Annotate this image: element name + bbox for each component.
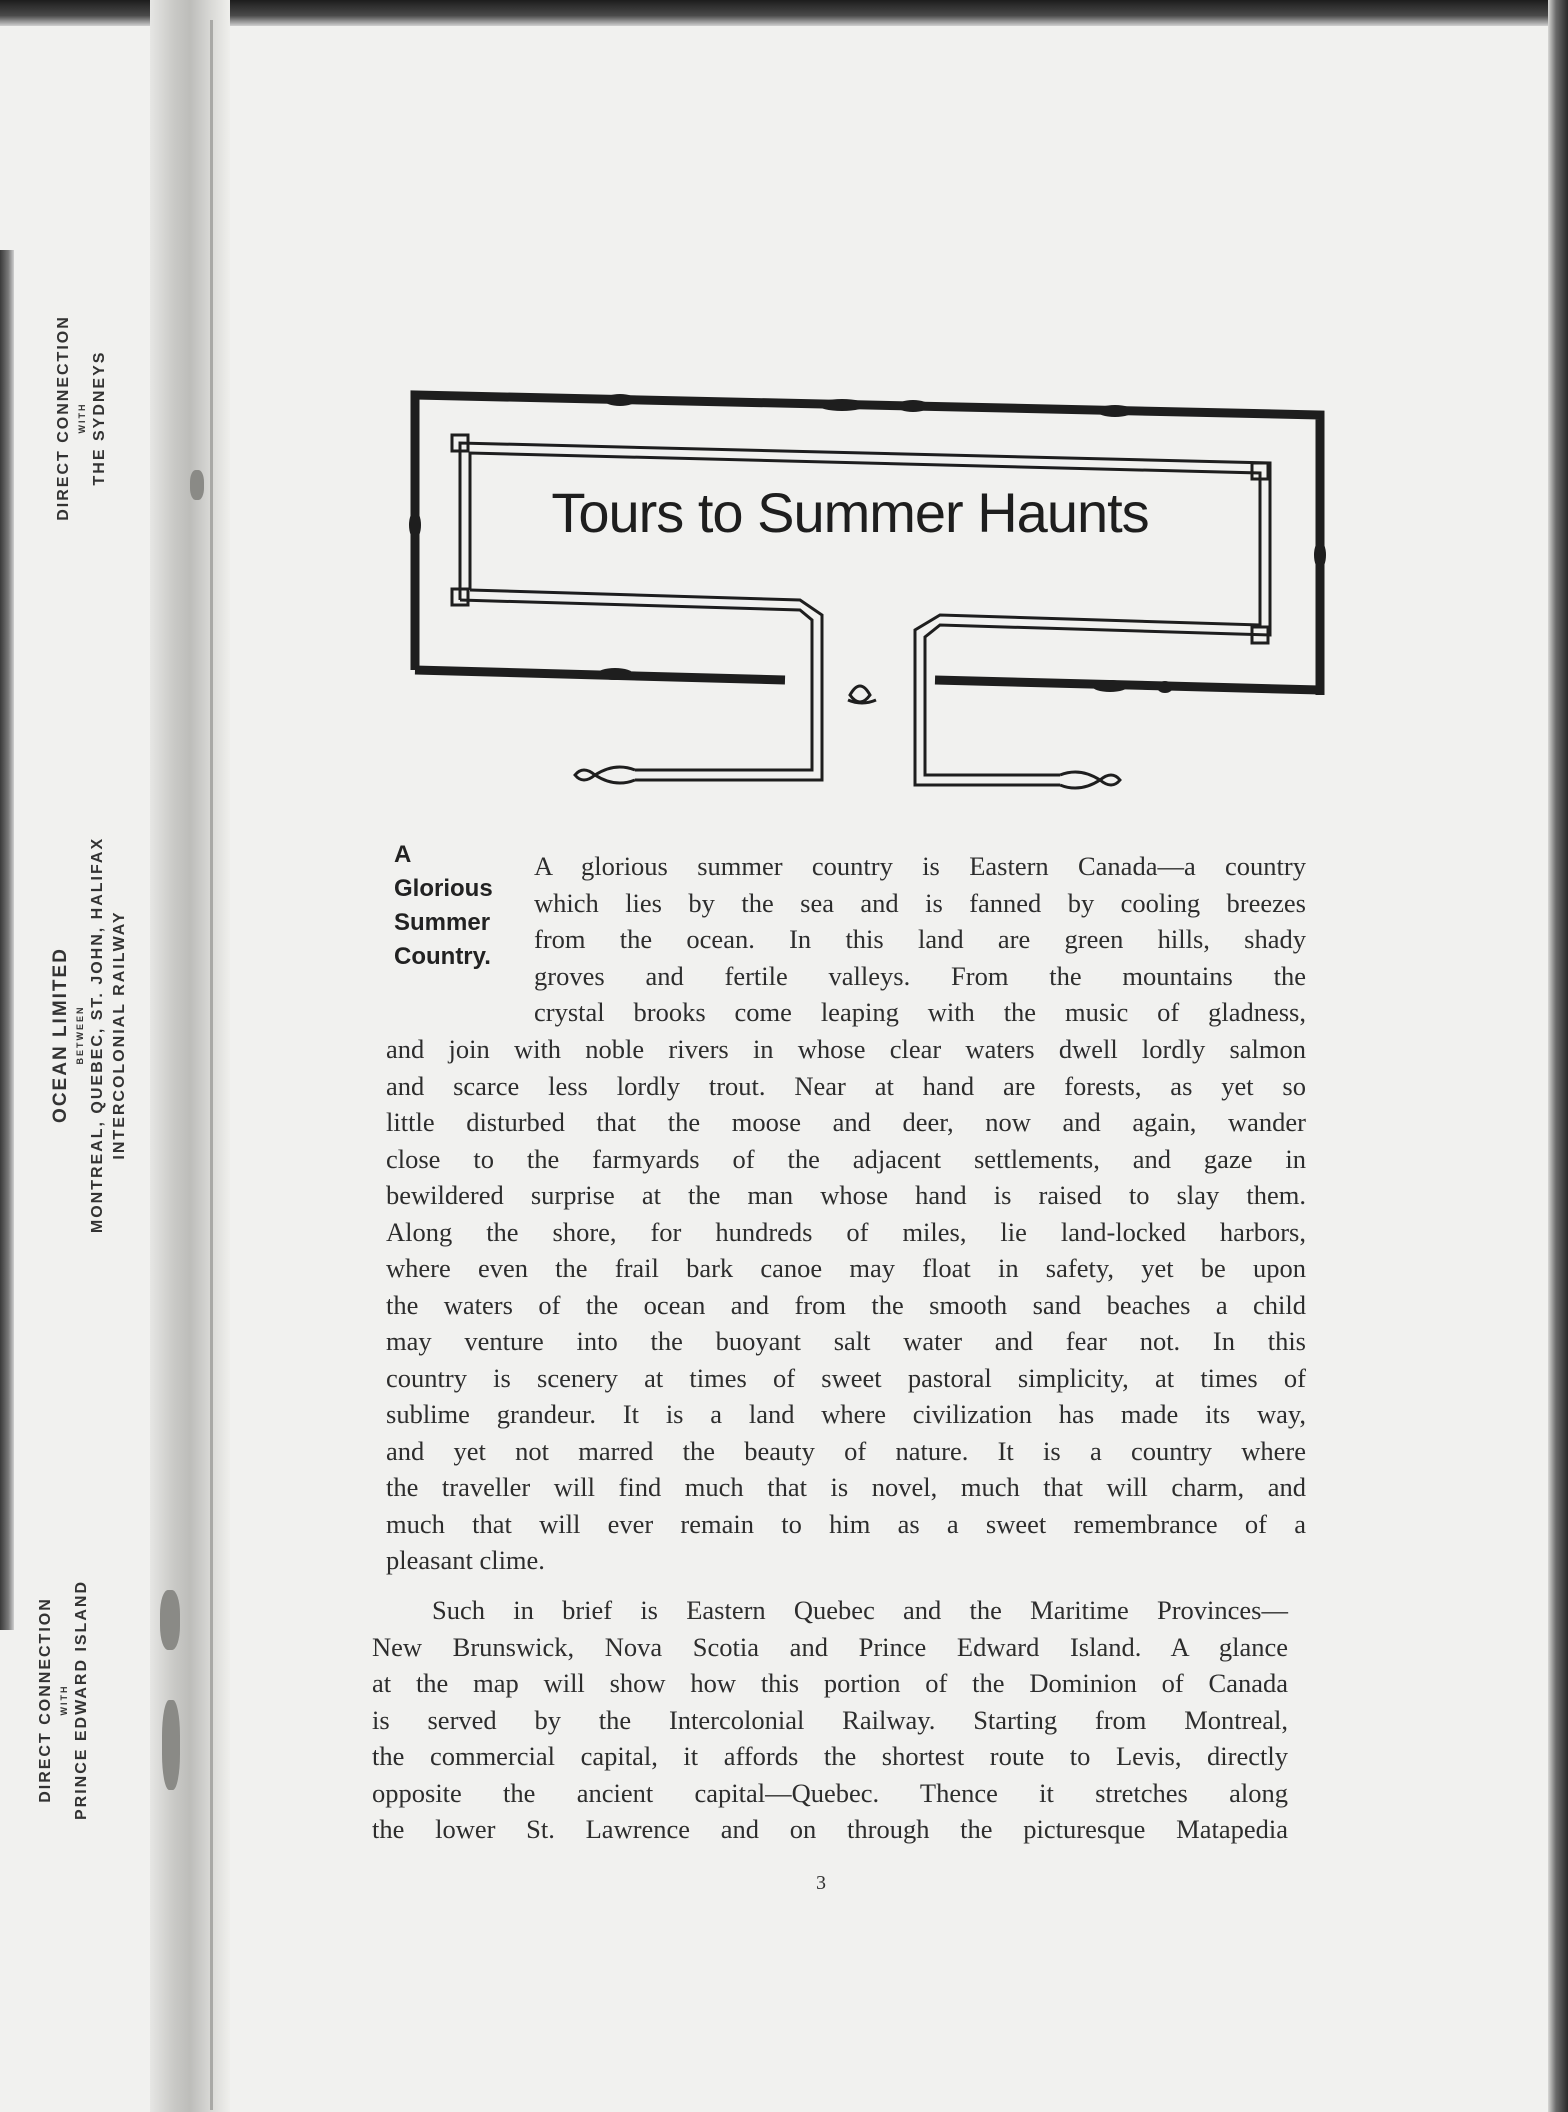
sidehead-line: A [394,841,412,868]
title-ornament-frame [390,375,1350,795]
text-line: Such in brief is Eastern Quebec and the Maritime Provinces— [432,1595,1288,1625]
text-line: and yet not marred the beauty of nature. It is a country where [386,1435,1306,1466]
binding-stain [162,1700,180,1790]
scan-right-shadow [1548,0,1568,2112]
text-line: close to the farmyards of the adjacent settlements, and gaze in [386,1143,1306,1174]
text-line: from the ocean. In this land are green hills, shady [534,924,1306,954]
spine-text: INTERCOLONIAL RAILWAY [111,910,128,1160]
spine-text: DIRECT CONNECTION [55,315,72,521]
spine-label-ocean-limited [49,837,131,1233]
text-line: which lies by the sea and is fanned by cooling breezes [534,887,1306,918]
paragraph-1-indented [534,848,1306,1031]
binding-gutter [150,0,230,2112]
text-line: and scarce less lordly trout. Near at hand are forests, as yet so [386,1070,1306,1101]
text-line: much that will ever remain to him as a sweet remembrance of a [386,1508,1306,1539]
spine-label-sydneys [53,315,111,521]
text-line: little disturbed that the moose and deer, now and again, wander [386,1107,1306,1137]
text-line: A glorious summer country is Eastern Canada—a country [534,851,1306,881]
text-line: Along the shore, for hundreds of miles, lie land-locked harbors, [386,1216,1306,1247]
spine-text: MONTREAL, QUEBEC, ST. JOHN, HALIFAX [89,836,106,1234]
spine-text: BETWEEN [75,1005,85,1065]
sidehead-line: Country. [394,943,491,970]
text-line: crystal brooks come leaping with the music of gladness, [534,997,1306,1027]
text-line: groves and fertile valleys. From the mountains the [534,960,1306,991]
text-line: and join with noble rivers in whose clear waters dwell lordly salmon [386,1034,1306,1064]
text-line: at the map will show how this portion of the Dominion of Canada [372,1668,1288,1698]
spine-label-prince-edward [35,1580,93,1820]
spine-text: WITH [77,402,87,434]
text-line: country is scenery at times of sweet pastoral simplicity, at times of [386,1362,1306,1393]
paragraph-2 [372,1592,1288,1848]
text-line: the waters of the ocean and from the smooth sand beaches a child [386,1289,1306,1320]
spine-text: WITH [59,1684,69,1716]
sidehead-line: Summer [394,909,491,936]
text-line: the traveller will find much that is novel, much that will charm, and [386,1472,1306,1502]
page-title: Tours to Summer Haunts [551,481,1149,544]
spine-text: DIRECT CONNECTION [37,1597,54,1803]
spine-text: THE SYDNEYS [91,350,108,486]
text-line: sublime grandeur. It is a land where civilization has made its way, [386,1399,1306,1429]
cover-edge [0,250,14,1630]
scan-top-shadow [0,0,1568,26]
spine-text: PRINCE EDWARD ISLAND [73,1579,90,1821]
text-line: New Brunswick, Nova Scotia and Prince Edward Island. A glance [372,1631,1288,1662]
spine-text: OCEAN LIMITED [50,947,71,1123]
margin-sidehead [394,838,493,974]
text-line: where even the frail bark canoe may float in safety, yet be upon [386,1253,1306,1283]
binding-fold [210,20,213,2110]
binding-stain [160,1590,180,1650]
text-line: may venture into the buoyant salt water and fear not. In this [386,1326,1306,1356]
sidehead-line: Glorious [394,875,493,902]
binding-stain [190,470,204,500]
text-line: opposite the ancient capital—Quebec. Thence it stretches along [372,1777,1288,1808]
text-line: is served by the Intercolonial Railway. Starting from Montreal, [372,1704,1288,1735]
text-line: bewildered surprise at the man whose hand is raised to slay them. [386,1180,1306,1210]
page-number: 3 [816,1872,826,1894]
paragraph-1-body [386,1031,1306,1579]
text-line: the commercial capital, it affords the shortest route to Levis, directly [372,1741,1288,1771]
text-line: the lower St. Lawrence and on through the picturesque Matapedia [372,1814,1288,1844]
text-line: pleasant clime. [386,1545,545,1575]
